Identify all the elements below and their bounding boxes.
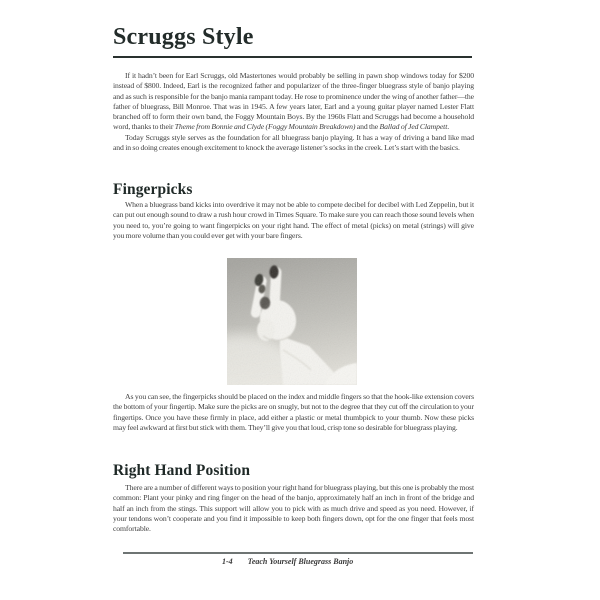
right-hand-paragraph-wrap bbox=[113, 483, 474, 534]
page-footer bbox=[222, 557, 353, 566]
fingerpicks-hand-photo bbox=[227, 258, 357, 385]
footer-rule bbox=[123, 552, 473, 554]
page-title: Scruggs Style bbox=[113, 24, 472, 58]
fingerpicks-paragraph-1-wrap bbox=[113, 200, 474, 241]
fingerpicks-paragraph-2-wrap bbox=[113, 392, 474, 433]
footer-page-number: 1-4 bbox=[222, 557, 233, 566]
section-heading-fingerpicks: Fingerpicks bbox=[113, 181, 193, 198]
intro-section bbox=[113, 71, 474, 153]
intro-paragraph-1: If it hadn’t been for Earl Scruggs, old Mastertones would probably be selling in pawn shop windows today for $200 instead of $800. Indeed, Earl is the recognized father and popularizer of the three-finger bluegrass style of banjo playing and as such is responsible for the banjo mania rampant today. He rose to prominence under the wing of another father—the father of bluegrass, Bill Monroe. That was in 1945. A few years later, Earl and a young guitar player named Lester Flatt branched off to form their own band, the Foggy Mountain Boys. By the 1960s Flatt and Scruggs had become a household word, thanks to their Theme from Bonnie and Clyde (Foggy Mountain Breakdown) and the Ballad of Jed Clampett. bbox=[113, 71, 474, 132]
fingerpicks-paragraph-2: As you can see, the fingerpicks should be placed on the index and middle fingers so that the hook-like extension covers the bottom of your fingertip. Make sure the picks are on snugly, but not to the degree that they cut off the circulation to your fingertips. Once you have these firmly in place, add either a plastic or metal thumbpick to your thumb. Now these picks may feel awkward at first but stick with them. They’ll give you that loud, crisp tone so desirable for bluegrass playing. bbox=[113, 392, 474, 432]
section-heading-right-hand-position: Right Hand Position bbox=[113, 462, 251, 479]
footer-book-title: Teach Yourself Bluegrass Banjo bbox=[247, 557, 354, 566]
intro-paragraph-2: Today Scruggs style serves as the foundation for all bluegrass banjo playing. It has a way of driving a band like mad and in so doing creates enough excitement to knock the average listener’s socks in the creek. Let’s start with the basics. bbox=[113, 132, 474, 153]
fingerpicks-paragraph-1: When a bluegrass band kicks into overdrive it may not be able to compete decibel for decibel with Led Zeppelin, but it can put out enough sound to draw a rush hour crowd in Times Square. To make sure you can reach those sound levels when you need to, you’re going to want fingerpicks on your right hand. The effect of metal (picks) on metal (strings) will give you more volume than you could ever get with your bare fingers. bbox=[113, 200, 474, 240]
fingerpicks-hand-photo-art bbox=[227, 258, 357, 385]
right-hand-paragraph: There are a number of different ways to position your right hand for bluegrass playing, but this one is probably the most common: Plant your pinky and ring finger on the head of the banjo, approximately half an inch in front of the bridge and half an inch from the stings. This support will allow you to pick with as much drive and speed as you need. However, if your tendons won’t cooperate and you find it impossible to keep both fingers down, opt for the one finger that feels most comfortable. bbox=[113, 483, 474, 534]
